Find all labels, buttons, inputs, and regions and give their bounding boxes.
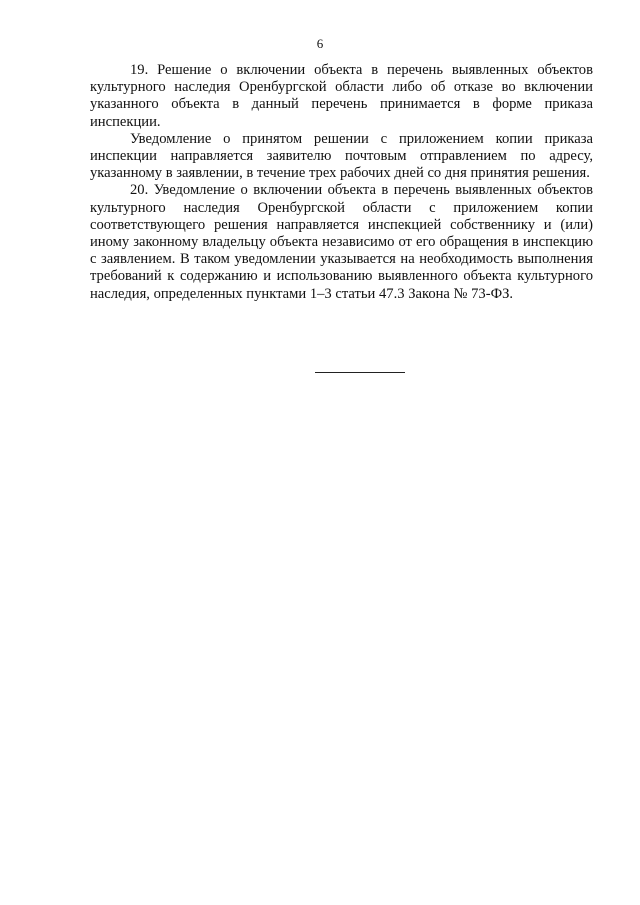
end-of-text-rule (315, 372, 405, 373)
document-body (90, 62, 593, 303)
paragraph-20: 20. Уведомление о включении объекта в перечень выявленных объектов культурного наследия Оренбургской области с приложением копии соответствующего решения направляется инспекцией собственнику и (или) иному законному владельцу объекта независимо от его обращения в инспекцию с заявлением. В таком уведомлении указывается на необходимость выполнения требований к содержанию и использованию выявленного объекта культурного наследия, определенных пунктами 1–3 статьи 47.3 Закона № 73-ФЗ. (90, 182, 593, 302)
page-number: 6 (316, 36, 324, 51)
paragraph-notification: Уведомление о принятом решении с приложением копии приказа инспекции направляется заявителю почтовым отправлением по адресу, указанному в заявлении, в течение трех рабочих дней со дня принятия решения. (90, 130, 593, 182)
paragraph-19: 19. Решение о включении объекта в перечень выявленных объектов культурного наследия Оренбургской области либо об отказе во включении указанного объекта в данный перечень принимается в форме приказа инспекции. (90, 62, 593, 130)
